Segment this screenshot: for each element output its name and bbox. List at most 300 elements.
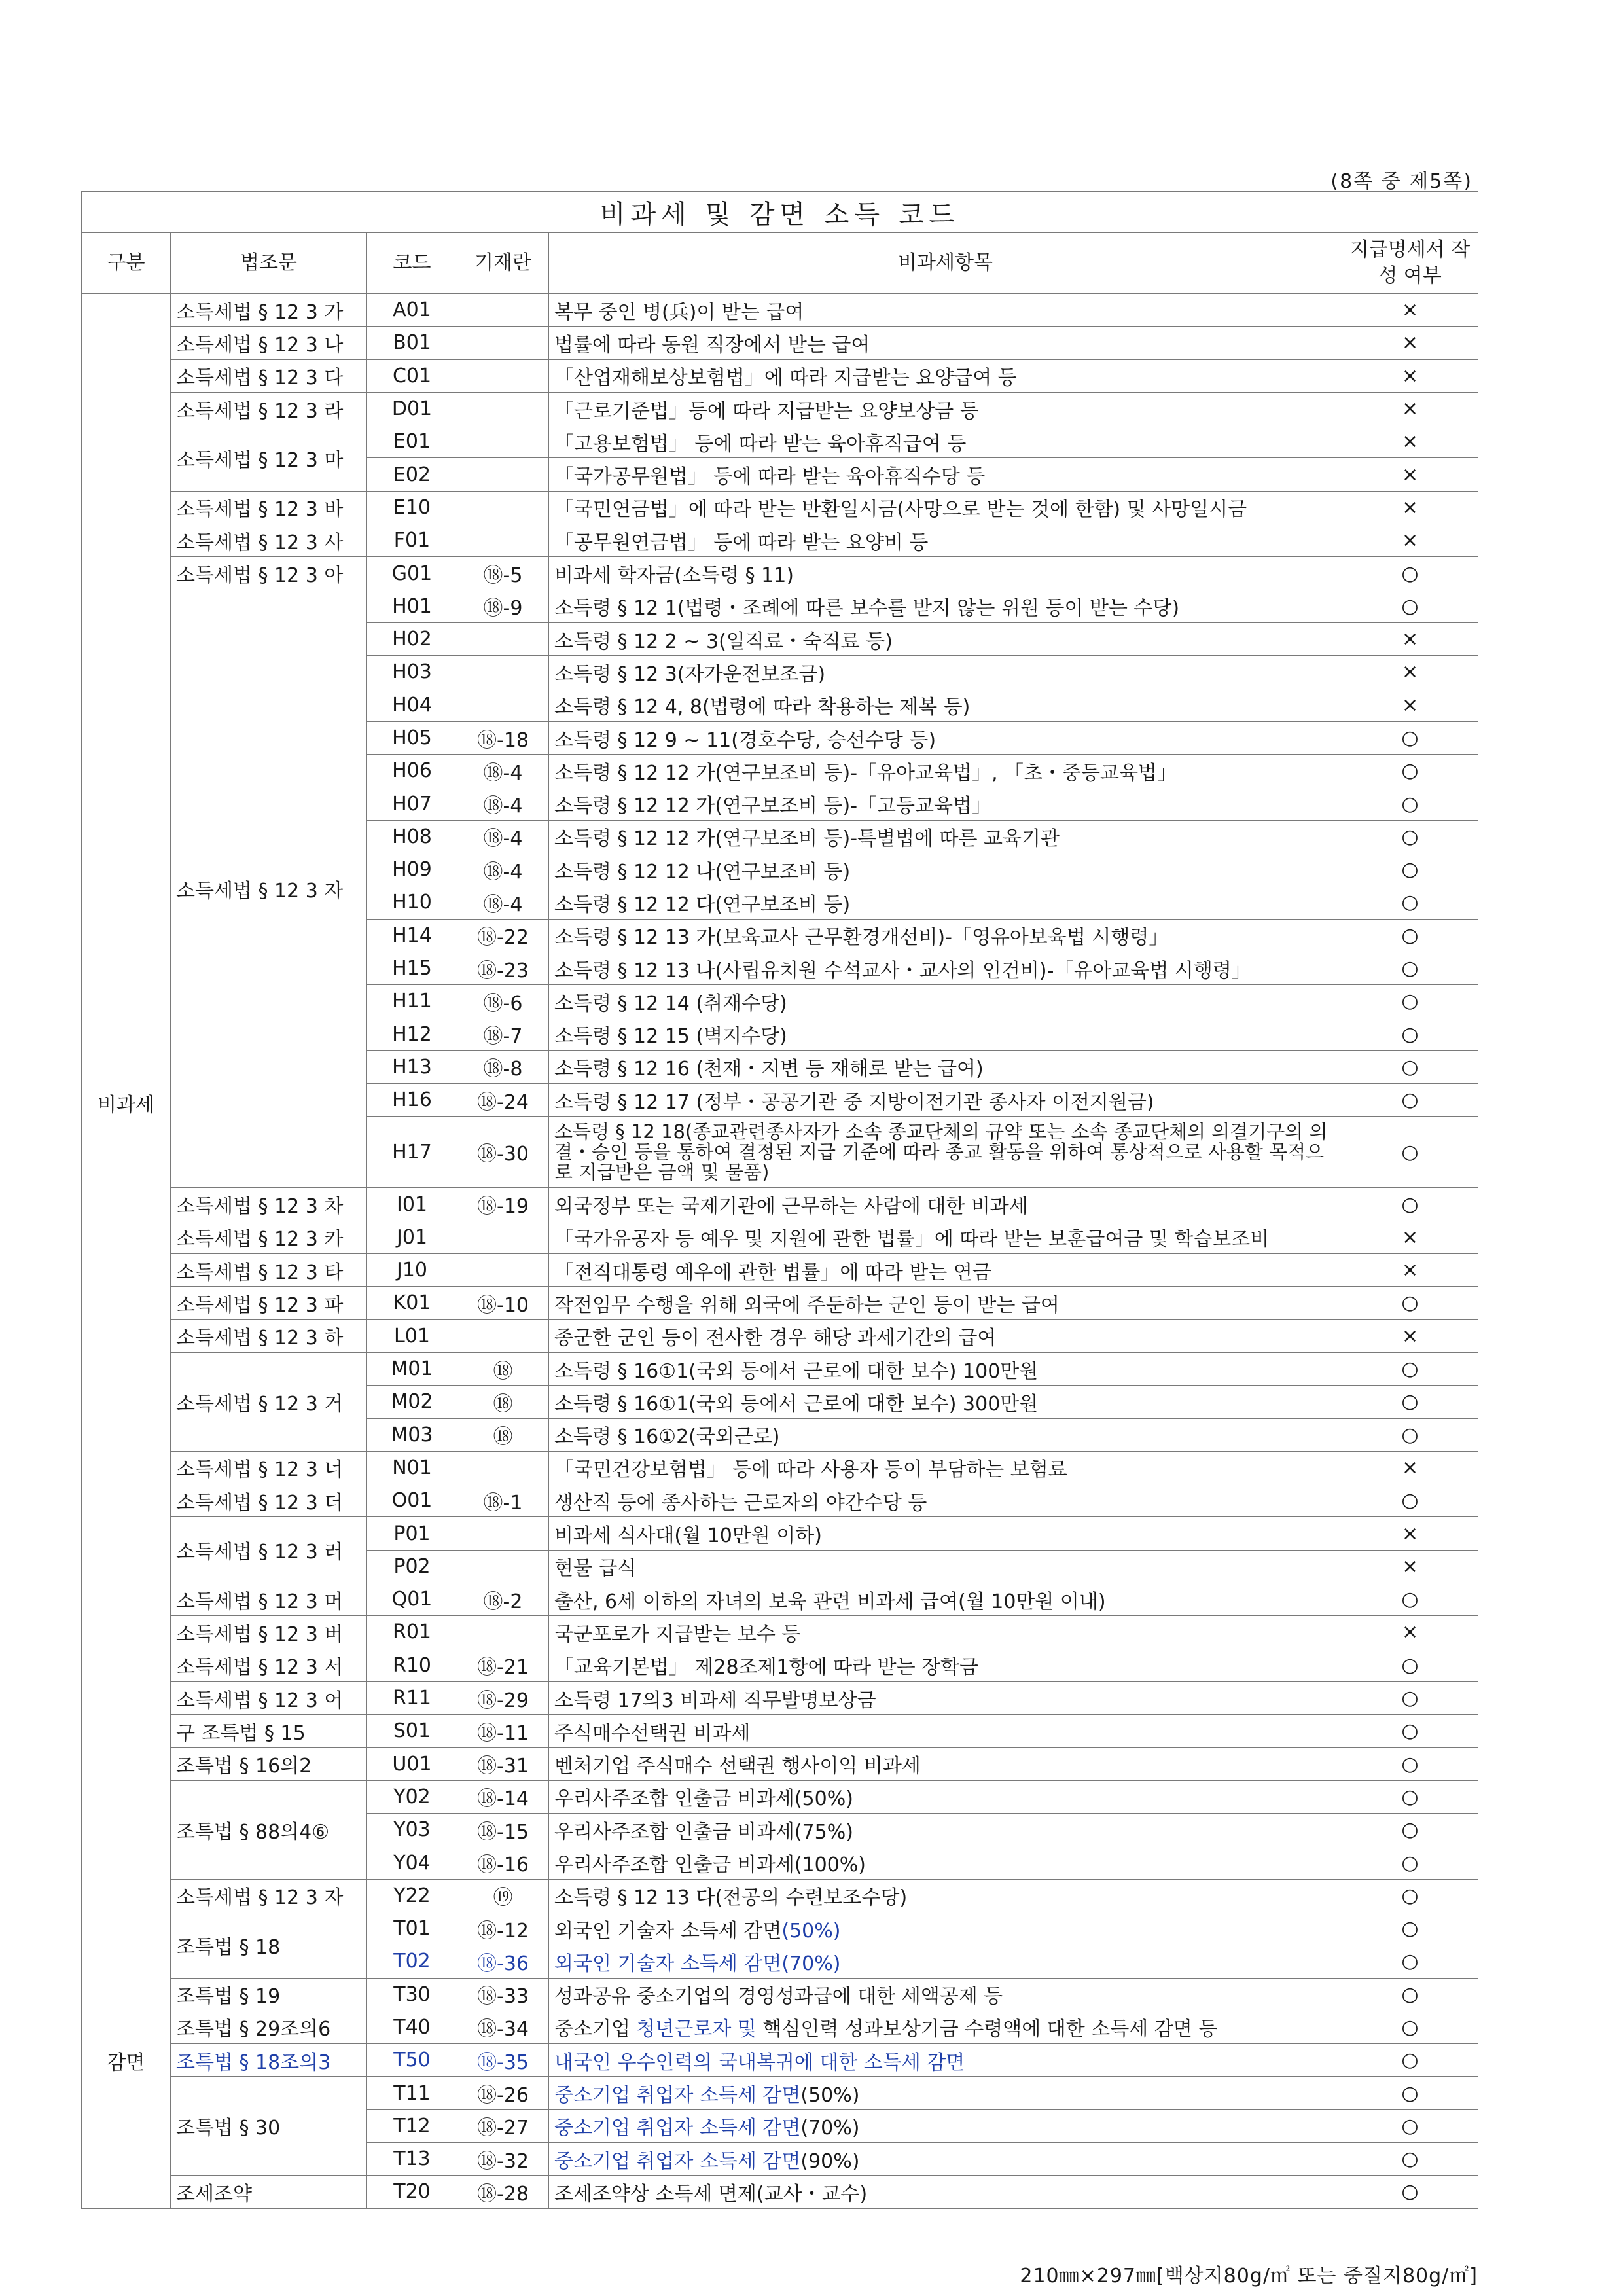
table-row bbox=[82, 557, 1478, 590]
law-cell: 소득세법 § 12 3 서 bbox=[171, 1649, 367, 1681]
code-cell: T11 bbox=[367, 2077, 457, 2109]
item-cell bbox=[549, 2143, 1342, 2176]
table-header-row bbox=[82, 233, 1478, 294]
flag-cell: ○ bbox=[1342, 1050, 1478, 1083]
item-cell: 「국민건강보험법」 등에 따라 사용자 등이 부담하는 보험료 bbox=[549, 1451, 1342, 1484]
item-cell: 「근로기준법」등에 따라 지급받는 요양보상금 등 bbox=[549, 392, 1342, 425]
item-cell: 「국가공무원법」 등에 따라 받는 육아휴직수당 등 bbox=[549, 458, 1342, 491]
law-cell: 소득세법 § 12 3 머 bbox=[171, 1583, 367, 1615]
tax-code-table bbox=[81, 191, 1478, 2209]
note-cell: ⑱-30 bbox=[457, 1117, 549, 1188]
table-row bbox=[82, 1188, 1478, 1221]
table-row bbox=[82, 1912, 1478, 1945]
law-cell: 소득세법 § 12 3 차 bbox=[171, 1188, 367, 1221]
note-cell: ⑱-21 bbox=[457, 1649, 549, 1681]
law-cell: 조세조약 bbox=[171, 2176, 367, 2208]
law-cell: 소득세법 § 12 3 자 bbox=[171, 1879, 367, 1912]
note-cell: ⑱-32 bbox=[457, 2143, 549, 2176]
item-cell: 우리사주조합 인출금 비과세(100%) bbox=[549, 1846, 1342, 1879]
law-cell: 소득세법 § 12 3 바 bbox=[171, 491, 367, 524]
note-cell bbox=[457, 392, 549, 425]
header-item: 비과세항목 bbox=[549, 233, 1342, 294]
note-cell: ⑱-27 bbox=[457, 2109, 549, 2142]
item-cell: 주식매수선택권 비과세 bbox=[549, 1715, 1342, 1748]
law-cell: 소득세법 § 12 3 타 bbox=[171, 1254, 367, 1287]
item-cell: 내국인 우수인력의 국내복귀에 대한 소득세 감면 bbox=[549, 2044, 1342, 2077]
flag-cell: ○ bbox=[1342, 1583, 1478, 1615]
item-text: (70%) bbox=[800, 2117, 860, 2140]
law-cell: 소득세법 § 12 3 가 bbox=[171, 294, 367, 327]
flag-cell: ○ bbox=[1342, 1484, 1478, 1517]
note-cell bbox=[457, 327, 549, 359]
law-cell: 소득세법 § 12 3 더 bbox=[171, 1484, 367, 1517]
table-row bbox=[82, 1352, 1478, 1385]
code-cell: T20 bbox=[367, 2176, 457, 2208]
header-code: 코드 bbox=[367, 233, 457, 294]
item-cell: 우리사주조합 인출금 비과세(50%) bbox=[549, 1780, 1342, 1813]
item-cell: 「국민연금법」에 따라 받는 반환일시금(사망으로 받는 것에 한함) 및 사망일시금 bbox=[549, 491, 1342, 524]
flag-cell: × bbox=[1342, 1517, 1478, 1550]
code-cell: H03 bbox=[367, 656, 457, 689]
flag-cell: × bbox=[1342, 1616, 1478, 1649]
item-cell bbox=[549, 1912, 1342, 1945]
item-cell: 소득령 § 16①2(국외근로) bbox=[549, 1418, 1342, 1451]
table-row bbox=[82, 1221, 1478, 1253]
note-cell: ⑱-4 bbox=[457, 755, 549, 787]
item-cell: 소득령 § 12 14 (취재수당) bbox=[549, 985, 1342, 1018]
code-cell: T01 bbox=[367, 1912, 457, 1945]
flag-cell: ○ bbox=[1342, 2109, 1478, 2142]
item-cell: 외국정부 또는 국제기관에 근무하는 사람에 대한 비과세 bbox=[549, 1188, 1342, 1221]
code-cell: T30 bbox=[367, 1978, 457, 2011]
item-cell: 소득령 § 16①1(국외 등에서 근로에 대한 보수) 300만원 bbox=[549, 1386, 1342, 1418]
table-row bbox=[82, 327, 1478, 359]
flag-cell: ○ bbox=[1342, 557, 1478, 590]
flag-cell: ○ bbox=[1342, 919, 1478, 952]
note-cell: ⑱-23 bbox=[457, 952, 549, 984]
law-cell: 소득세법 § 12 3 너 bbox=[171, 1451, 367, 1484]
note-cell: ⑱-1 bbox=[457, 1484, 549, 1517]
flag-cell: ○ bbox=[1342, 1912, 1478, 1945]
code-cell: T40 bbox=[367, 2011, 457, 2043]
flag-cell: ○ bbox=[1342, 1748, 1478, 1780]
item-cell: 소득령 § 16①1(국외 등에서 근로에 대한 보수) 100만원 bbox=[549, 1352, 1342, 1385]
note-cell bbox=[457, 1616, 549, 1649]
item-cell: 성과공유 중소기업의 경영성과급에 대한 세액공제 등 bbox=[549, 1978, 1342, 2011]
flag-cell: ○ bbox=[1342, 2011, 1478, 2043]
table-row bbox=[82, 1517, 1478, 1550]
table-title: 비과세 및 감면 소득 코드 bbox=[82, 192, 1478, 233]
flag-cell: ○ bbox=[1342, 1814, 1478, 1846]
header-law: 법조문 bbox=[171, 233, 367, 294]
flag-cell: ○ bbox=[1342, 1649, 1478, 1681]
flag-cell: × bbox=[1342, 294, 1478, 327]
table-row bbox=[82, 590, 1478, 622]
table-row bbox=[82, 1681, 1478, 1714]
code-cell: H11 bbox=[367, 985, 457, 1018]
note-cell bbox=[457, 425, 549, 458]
flag-cell: ○ bbox=[1342, 1715, 1478, 1748]
table-row bbox=[82, 2176, 1478, 2208]
item-cell: 「교육기본법」 제28조제1항에 따라 받는 장학금 bbox=[549, 1649, 1342, 1681]
item-cell: 소득령 § 12 13 가(보육교사 근무환경개선비)-「영유아보육법 시행령」 bbox=[549, 919, 1342, 952]
note-cell: ⑱-10 bbox=[457, 1287, 549, 1319]
flag-cell: ○ bbox=[1342, 853, 1478, 886]
flag-cell: ○ bbox=[1342, 886, 1478, 919]
table-row bbox=[82, 425, 1478, 458]
table-row bbox=[82, 1287, 1478, 1319]
note-cell: ⑱-4 bbox=[457, 820, 549, 853]
table-row bbox=[82, 524, 1478, 557]
code-cell: A01 bbox=[367, 294, 457, 327]
item-cell: 소득령 § 12 13 나(사립유치원 수석교사・교사의 인건비)-「유아교육법 시행령」 bbox=[549, 952, 1342, 984]
flag-cell: × bbox=[1342, 656, 1478, 689]
note-cell: ⑱-2 bbox=[457, 1583, 549, 1615]
law-cell: 소득세법 § 12 3 어 bbox=[171, 1681, 367, 1714]
note-cell: ⑱-36 bbox=[457, 1945, 549, 1978]
law-cell: 조특법 § 19 bbox=[171, 1978, 367, 2011]
table-row bbox=[82, 1879, 1478, 1912]
item-text-highlight: 중소기업 취업자 소득세 감면 bbox=[554, 2084, 801, 2108]
code-cell: H17 bbox=[367, 1117, 457, 1188]
item-cell: 소득령 § 12 2 ~ 3(일직료・숙직료 등) bbox=[549, 622, 1342, 655]
law-cell: 소득세법 § 12 3 러 bbox=[171, 1517, 367, 1583]
law-cell: 조특법 § 16의2 bbox=[171, 1748, 367, 1780]
note-cell: ⑱-14 bbox=[457, 1780, 549, 1813]
flag-cell: × bbox=[1342, 359, 1478, 392]
note-cell bbox=[457, 1451, 549, 1484]
item-cell: 「고용보험법」 등에 따라 받는 육아휴직급여 등 bbox=[549, 425, 1342, 458]
flag-cell: ○ bbox=[1342, 1846, 1478, 1879]
code-cell: H07 bbox=[367, 787, 457, 820]
flag-cell: × bbox=[1342, 458, 1478, 491]
note-cell bbox=[457, 491, 549, 524]
code-cell: F01 bbox=[367, 524, 457, 557]
code-cell: T12 bbox=[367, 2109, 457, 2142]
table-row bbox=[82, 1583, 1478, 1615]
note-cell: ⑱-33 bbox=[457, 1978, 549, 2011]
code-cell: J01 bbox=[367, 1221, 457, 1253]
category-reduction: 감면 bbox=[82, 1912, 171, 2208]
table-row bbox=[82, 1254, 1478, 1287]
flag-cell: ○ bbox=[1342, 590, 1478, 622]
note-cell: ⑱ bbox=[457, 1418, 549, 1451]
item-cell: 복무 중인 병(兵)이 받는 급여 bbox=[549, 294, 1342, 327]
item-cell: 종군한 군인 등이 전사한 경우 해당 과세기간의 급여 bbox=[549, 1319, 1342, 1352]
code-cell: H01 bbox=[367, 590, 457, 622]
item-cell: 소득령 § 12 18(종교관련종사자가 소속 종교단체의 규약 또는 소속 종교단체의 의결기구의 의결・승인 등을 통하여 결정된 지급 기준에 따라 종교 활동을 위하여 통상적으로 사용할 목적으로 지급받은 금액 및 물품) bbox=[549, 1117, 1342, 1188]
item-cell: 비과세 식사대(월 10만원 이하) bbox=[549, 1517, 1342, 1550]
code-cell: J10 bbox=[367, 1254, 457, 1287]
note-cell: ⑱-19 bbox=[457, 1188, 549, 1221]
item-cell bbox=[549, 2011, 1342, 2043]
item-cell: 소득령 § 12 4, 8(법령에 따라 착용하는 제복 등) bbox=[549, 689, 1342, 721]
item-text-highlight: 중소기업 취업자 소득세 감면 bbox=[554, 2149, 801, 2173]
page-number: (8쪽 중 제5쪽) bbox=[1330, 170, 1472, 193]
table-row bbox=[82, 1715, 1478, 1748]
note-cell bbox=[457, 622, 549, 655]
note-cell: ⑱-16 bbox=[457, 1846, 549, 1879]
flag-cell: ○ bbox=[1342, 2143, 1478, 2176]
flag-cell: ○ bbox=[1342, 820, 1478, 853]
flag-cell: ○ bbox=[1342, 1018, 1478, 1050]
item-text: 핵심인력 성과보상기금 수령액에 대한 소득세 감면 등 bbox=[762, 2018, 1218, 2041]
code-cell: Y04 bbox=[367, 1846, 457, 1879]
item-cell: 소득령 § 12 13 다(전공의 수련보조수당) bbox=[549, 1879, 1342, 1912]
flag-cell: × bbox=[1342, 1221, 1478, 1253]
header-note: 기재란 bbox=[457, 233, 549, 294]
item-text-highlight: 청년근로자 및 bbox=[636, 2018, 763, 2041]
flag-cell: ○ bbox=[1342, 787, 1478, 820]
category-nontaxable: 비과세 bbox=[82, 294, 171, 1912]
table-row bbox=[82, 2044, 1478, 2077]
flag-cell: × bbox=[1342, 1319, 1478, 1352]
flag-cell: ○ bbox=[1342, 755, 1478, 787]
code-cell: O01 bbox=[367, 1484, 457, 1517]
code-cell: H15 bbox=[367, 952, 457, 984]
paper-spec-note: 210㎜×297㎜[백상지80g/㎡ 또는 중질지80g/㎡] bbox=[1020, 2265, 1478, 2287]
note-cell: ⑱-22 bbox=[457, 919, 549, 952]
law-cell: 소득세법 § 12 3 버 bbox=[171, 1616, 367, 1649]
flag-cell: ○ bbox=[1342, 1117, 1478, 1188]
item-cell: 출산, 6세 이하의 자녀의 보육 관련 비과세 급여(월 10만원 이내) bbox=[549, 1583, 1342, 1615]
law-cell: 조특법 § 29조의6 bbox=[171, 2011, 367, 2043]
item-text: (90%) bbox=[800, 2149, 860, 2173]
table-row bbox=[82, 1484, 1478, 1517]
law-cell: 조특법 § 18 bbox=[171, 1912, 367, 1978]
note-cell: ⑱-29 bbox=[457, 1681, 549, 1714]
note-cell: ⑱-4 bbox=[457, 886, 549, 919]
item-cell: 소득령 § 12 15 (벽지수당) bbox=[549, 1018, 1342, 1050]
flag-cell: × bbox=[1342, 1254, 1478, 1287]
flag-cell: ○ bbox=[1342, 985, 1478, 1018]
item-cell: 소득령 § 12 17 (정부・공공기관 중 지방이전기관 종사자 이전지원금) bbox=[549, 1084, 1342, 1117]
note-cell bbox=[457, 656, 549, 689]
note-cell: ⑱-26 bbox=[457, 2077, 549, 2109]
flag-cell: × bbox=[1342, 327, 1478, 359]
law-cell: 소득세법 § 12 3 카 bbox=[171, 1221, 367, 1253]
item-cell: 법률에 따라 동원 직장에서 받는 급여 bbox=[549, 327, 1342, 359]
flag-cell: ○ bbox=[1342, 1681, 1478, 1714]
flag-cell: × bbox=[1342, 689, 1478, 721]
flag-cell: ○ bbox=[1342, 952, 1478, 984]
law-cell: 소득세법 § 12 3 거 bbox=[171, 1352, 367, 1451]
note-cell bbox=[457, 1221, 549, 1253]
code-cell: Q01 bbox=[367, 1583, 457, 1615]
code-cell: Y22 bbox=[367, 1879, 457, 1912]
note-cell bbox=[457, 1550, 549, 1583]
code-cell: L01 bbox=[367, 1319, 457, 1352]
code-cell: S01 bbox=[367, 1715, 457, 1748]
law-cell: 소득세법 § 12 3 하 bbox=[171, 1319, 367, 1352]
flag-cell: ○ bbox=[1342, 1879, 1478, 1912]
flag-cell: × bbox=[1342, 1451, 1478, 1484]
code-cell: E02 bbox=[367, 458, 457, 491]
flag-cell: ○ bbox=[1342, 1386, 1478, 1418]
item-cell: 국군포로가 지급받는 보수 등 bbox=[549, 1616, 1342, 1649]
law-cell: 소득세법 § 12 3 아 bbox=[171, 557, 367, 590]
code-cell: H13 bbox=[367, 1050, 457, 1083]
code-cell: I01 bbox=[367, 1188, 457, 1221]
code-cell: Y03 bbox=[367, 1814, 457, 1846]
flag-cell: ○ bbox=[1342, 1945, 1478, 1978]
code-cell: H04 bbox=[367, 689, 457, 721]
flag-cell: × bbox=[1342, 524, 1478, 557]
note-cell: ⑱-28 bbox=[457, 2176, 549, 2208]
note-cell bbox=[457, 1319, 549, 1352]
item-cell bbox=[549, 2109, 1342, 2142]
table-row bbox=[82, 1616, 1478, 1649]
item-cell: 소득령 § 12 12 가(연구보조비 등)-특별법에 따른 교육기관 bbox=[549, 820, 1342, 853]
note-cell: ⑱-18 bbox=[457, 721, 549, 754]
code-cell: Y02 bbox=[367, 1780, 457, 1813]
flag-cell: ○ bbox=[1342, 1978, 1478, 2011]
code-cell: E01 bbox=[367, 425, 457, 458]
note-cell: ⑱ bbox=[457, 1386, 549, 1418]
item-text: 외국인 기술자 소득세 감면 bbox=[554, 1919, 782, 1943]
note-cell: ⑱-6 bbox=[457, 985, 549, 1018]
header-category: 구분 bbox=[82, 233, 171, 294]
code-cell: P01 bbox=[367, 1517, 457, 1550]
table-row bbox=[82, 1978, 1478, 2011]
note-cell: ⑱ bbox=[457, 1352, 549, 1385]
code-cell: H08 bbox=[367, 820, 457, 853]
code-cell: H02 bbox=[367, 622, 457, 655]
code-cell: B01 bbox=[367, 327, 457, 359]
note-cell: ⑱-5 bbox=[457, 557, 549, 590]
note-cell: ⑱-7 bbox=[457, 1018, 549, 1050]
item-cell: 소득령 § 12 12 가(연구보조비 등)-「고등교육법」 bbox=[549, 787, 1342, 820]
note-cell bbox=[457, 458, 549, 491]
code-cell: M03 bbox=[367, 1418, 457, 1451]
table-row bbox=[82, 2011, 1478, 2043]
code-cell: D01 bbox=[367, 392, 457, 425]
note-cell: ⑱-4 bbox=[457, 787, 549, 820]
note-cell: ⑱-34 bbox=[457, 2011, 549, 2043]
note-cell: ⑱-8 bbox=[457, 1050, 549, 1083]
code-cell: H16 bbox=[367, 1084, 457, 1117]
code-cell: M01 bbox=[367, 1352, 457, 1385]
code-cell: H12 bbox=[367, 1018, 457, 1050]
note-cell: ⑱-31 bbox=[457, 1748, 549, 1780]
law-cell: 구 조특법 § 15 bbox=[171, 1715, 367, 1748]
item-cell: 소득령 § 12 12 다(연구보조비 등) bbox=[549, 886, 1342, 919]
code-cell: K01 bbox=[367, 1287, 457, 1319]
law-cell: 소득세법 § 12 3 나 bbox=[171, 327, 367, 359]
item-cell: 「산업재해보상보험법」에 따라 지급받는 요양급여 등 bbox=[549, 359, 1342, 392]
law-cell: 소득세법 § 12 3 마 bbox=[171, 425, 367, 492]
table-row bbox=[82, 1780, 1478, 1813]
law-cell: 조특법 § 30 bbox=[171, 2077, 367, 2176]
item-cell: 조세조약상 소득세 면제(교사・교수) bbox=[549, 2176, 1342, 2208]
note-cell: ⑱-4 bbox=[457, 853, 549, 886]
flag-cell: × bbox=[1342, 1550, 1478, 1583]
note-cell bbox=[457, 689, 549, 721]
item-cell: 「전직대통령 예우에 관한 법률」에 따라 받는 연금 bbox=[549, 1254, 1342, 1287]
flag-cell: ○ bbox=[1342, 2077, 1478, 2109]
note-cell bbox=[457, 359, 549, 392]
note-cell: ⑱-12 bbox=[457, 1912, 549, 1945]
item-cell: 「공무원연금법」 등에 따라 받는 요양비 등 bbox=[549, 524, 1342, 557]
code-cell: H14 bbox=[367, 919, 457, 952]
law-cell: 조특법 § 18조의3 bbox=[171, 2044, 367, 2077]
code-cell: H06 bbox=[367, 755, 457, 787]
note-cell bbox=[457, 1254, 549, 1287]
table-row bbox=[82, 2077, 1478, 2109]
item-text-highlight: 중소기업 취업자 소득세 감면 bbox=[554, 2117, 801, 2140]
item-cell: 외국인 기술자 소득세 감면(70%) bbox=[549, 1945, 1342, 1978]
item-cell: 비과세 학자금(소득령 § 11) bbox=[549, 557, 1342, 590]
header-flag: 지급명세서 작성 여부 bbox=[1342, 233, 1478, 294]
code-cell: U01 bbox=[367, 1748, 457, 1780]
code-cell: R10 bbox=[367, 1649, 457, 1681]
law-cell: 소득세법 § 12 3 파 bbox=[171, 1287, 367, 1319]
item-cell: 소득령 § 12 3(자가운전보조금) bbox=[549, 656, 1342, 689]
table-row bbox=[82, 491, 1478, 524]
code-cell: P02 bbox=[367, 1550, 457, 1583]
item-text: 중소기업 bbox=[554, 2018, 637, 2041]
code-cell: M02 bbox=[367, 1386, 457, 1418]
table-row bbox=[82, 1748, 1478, 1780]
table-row bbox=[82, 1319, 1478, 1352]
item-cell: 소득령 § 12 9 ~ 11(경호수당, 승선수당 등) bbox=[549, 721, 1342, 754]
item-cell: 소득령 § 12 1(법령・조례에 따른 보수를 받지 않는 위원 등이 받는 수당) bbox=[549, 590, 1342, 622]
law-cell: 소득세법 § 12 3 사 bbox=[171, 524, 367, 557]
item-cell: 작전임무 수행을 위해 외국에 주둔하는 군인 등이 받는 급여 bbox=[549, 1287, 1342, 1319]
code-cell: H10 bbox=[367, 886, 457, 919]
item-cell: 생산직 등에 종사하는 근로자의 야간수당 등 bbox=[549, 1484, 1342, 1517]
flag-cell: × bbox=[1342, 425, 1478, 458]
code-cell: R01 bbox=[367, 1616, 457, 1649]
item-text: (50%) bbox=[800, 2084, 860, 2108]
table-row bbox=[82, 294, 1478, 327]
flag-cell: × bbox=[1342, 622, 1478, 655]
note-cell: ⑲ bbox=[457, 1879, 549, 1912]
code-cell: T02 bbox=[367, 1945, 457, 1978]
code-cell: N01 bbox=[367, 1451, 457, 1484]
code-cell: R11 bbox=[367, 1681, 457, 1714]
item-cell: 벤처기업 주식매수 선택권 행사이익 비과세 bbox=[549, 1748, 1342, 1780]
flag-cell: ○ bbox=[1342, 1287, 1478, 1319]
item-cell: 소득령 17의3 비과세 직무발명보상금 bbox=[549, 1681, 1342, 1714]
code-cell: C01 bbox=[367, 359, 457, 392]
item-cell: 우리사주조합 인출금 비과세(75%) bbox=[549, 1814, 1342, 1846]
code-cell: H09 bbox=[367, 853, 457, 886]
table-row bbox=[82, 392, 1478, 425]
law-cell: 소득세법 § 12 3 다 bbox=[171, 359, 367, 392]
flag-cell: ○ bbox=[1342, 1352, 1478, 1385]
note-cell: ⑱-9 bbox=[457, 590, 549, 622]
note-cell: ⑱-35 bbox=[457, 2044, 549, 2077]
table-row bbox=[82, 1649, 1478, 1681]
note-cell: ⑱-15 bbox=[457, 1814, 549, 1846]
note-cell: ⑱-24 bbox=[457, 1084, 549, 1117]
item-cell: 현물 급식 bbox=[549, 1550, 1342, 1583]
flag-cell: ○ bbox=[1342, 1084, 1478, 1117]
table-row bbox=[82, 1451, 1478, 1484]
table-row bbox=[82, 359, 1478, 392]
note-cell bbox=[457, 1517, 549, 1550]
flag-cell: ○ bbox=[1342, 2176, 1478, 2208]
law-cell: 소득세법 § 12 3 자 bbox=[171, 590, 367, 1188]
flag-cell: ○ bbox=[1342, 2044, 1478, 2077]
note-cell bbox=[457, 294, 549, 327]
code-cell: G01 bbox=[367, 557, 457, 590]
code-cell: E10 bbox=[367, 491, 457, 524]
flag-cell: × bbox=[1342, 491, 1478, 524]
item-cell bbox=[549, 2077, 1342, 2109]
item-text-highlight: (50%) bbox=[781, 1919, 841, 1943]
